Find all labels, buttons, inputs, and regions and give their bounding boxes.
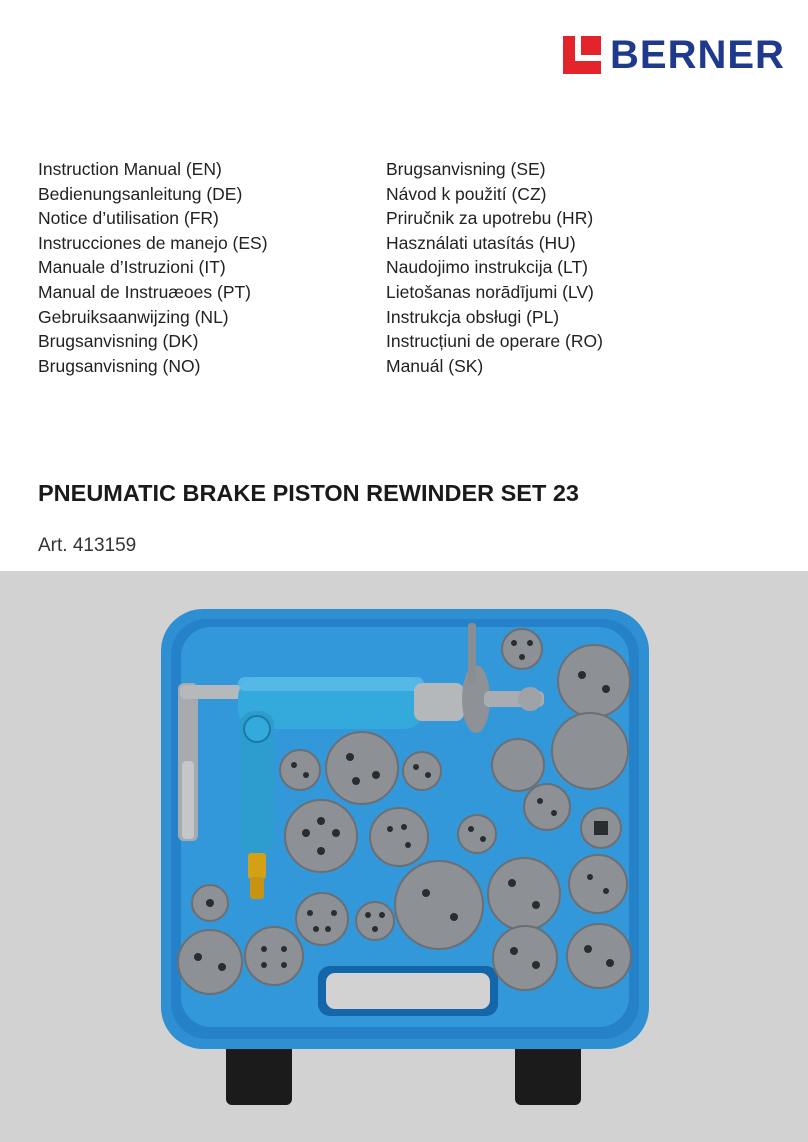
language-item: Notice d’utilisation (FR) [38, 208, 219, 229]
adapter-disc [488, 858, 560, 930]
language-item: Manuál (SK) [386, 355, 484, 376]
adapter-disc [552, 713, 628, 789]
adapter-disc [493, 926, 557, 990]
language-list-left [38, 157, 268, 378]
adapter-disc [356, 902, 394, 940]
berner-logo-mark-icon [563, 36, 601, 74]
language-item: Návod k použití (CZ) [386, 183, 547, 204]
language-list-right [386, 157, 603, 378]
adapter-disc [458, 815, 496, 853]
language-item: Instrucciones de manejo (ES) [38, 232, 268, 253]
berner-logo [563, 33, 785, 77]
language-item: Priručnik za upotrebu (HR) [386, 208, 594, 229]
adapter-disc [280, 750, 320, 790]
adapter-disc [370, 808, 428, 866]
language-item: Naudojimo instrukcija (LT) [386, 257, 588, 278]
language-item: Instrukcja obsługi (PL) [386, 306, 560, 327]
adapter-disc [296, 893, 348, 945]
language-item: Lietošanas norādījumi (LV) [386, 281, 594, 302]
brand-name: BERNER [610, 33, 785, 77]
product-title: PNEUMATIC BRAKE PISTON REWINDER SET 23 [38, 480, 579, 506]
language-item: Gebruiksaanwijzing (NL) [38, 306, 229, 327]
adapter-disc [524, 784, 570, 830]
adapter-disc [395, 861, 483, 949]
language-item: Brugsanvisning (SE) [386, 159, 546, 179]
adapter-disc [502, 629, 542, 669]
language-item: Brugsanvisning (DK) [38, 331, 199, 352]
language-item: Bedienungsanleitung (DE) [38, 183, 243, 204]
adapter-disc [178, 930, 242, 994]
adapter-disc [326, 732, 398, 804]
language-item: Használati utasítás (HU) [386, 232, 576, 253]
adapter-disc [285, 800, 357, 872]
language-item: Instruction Manual (EN) [38, 159, 222, 179]
product-photo [0, 571, 808, 1142]
adapter-disc [403, 752, 441, 790]
adapter-disc [569, 855, 627, 913]
tool-case-illustration [0, 571, 808, 1142]
language-item: Brugsanvisning (NO) [38, 355, 201, 376]
adapter-disc [245, 927, 303, 985]
article-number: Art. 413159 [38, 535, 137, 556]
adapter-disc [492, 739, 544, 791]
language-item: Instrucțiuni de operare (RO) [386, 331, 603, 352]
language-item: Manuale d’Istruzioni (IT) [38, 257, 226, 278]
language-item: Manual de Instruæoes (PT) [38, 281, 252, 302]
adapter-disc [567, 924, 631, 988]
adapter-disc [558, 645, 630, 717]
